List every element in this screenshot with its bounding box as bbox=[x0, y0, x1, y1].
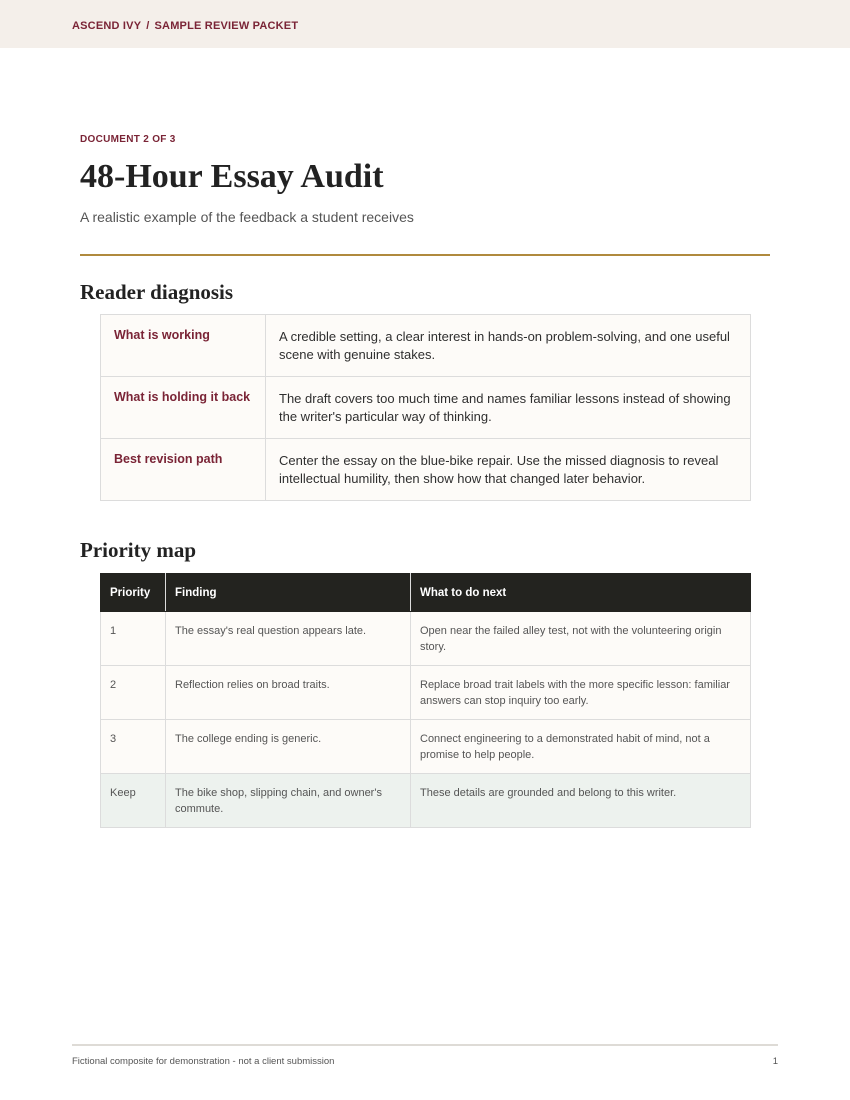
table-header-row bbox=[101, 574, 751, 612]
page-title: 48-Hour Essay Audit bbox=[80, 158, 384, 195]
next-step-cell: Open near the failed alley test, not with the volunteering origin story. bbox=[411, 612, 751, 666]
document-label: DOCUMENT 2 OF 3 bbox=[80, 134, 176, 145]
page-subtitle: A realistic example of the feedback a student receives bbox=[80, 209, 414, 225]
priority-map-table bbox=[100, 573, 751, 828]
priority-cell: 2 bbox=[101, 666, 166, 720]
next-step-cell: These details are grounded and belong to this writer. bbox=[411, 774, 751, 828]
breadcrumb-brand: ASCEND IVY bbox=[72, 20, 142, 32]
breadcrumb-packet: SAMPLE REVIEW PACKET bbox=[154, 20, 299, 32]
footer-divider bbox=[72, 1044, 778, 1046]
priority-map-heading: Priority map bbox=[80, 538, 197, 562]
diagnosis-text: The draft covers too much time and names familiar lessons instead of showing the writer's particular way of thinking. bbox=[266, 377, 751, 439]
next-step-cell: Replace broad trait labels with the more specific lesson: familiar answers can stop inquiry too early. bbox=[411, 666, 751, 720]
diagnosis-label: Best revision path bbox=[101, 439, 266, 501]
column-header-finding: Finding bbox=[166, 574, 411, 612]
finding-cell: The college ending is generic. bbox=[166, 720, 411, 774]
reader-diagnosis-table bbox=[100, 314, 751, 501]
table-row bbox=[101, 666, 751, 720]
page-number: 1 bbox=[772, 1056, 778, 1067]
footer-note: Fictional composite for demonstration - not a client submission bbox=[72, 1056, 335, 1067]
diagnosis-row bbox=[101, 439, 751, 501]
top-bar bbox=[0, 0, 850, 48]
diagnosis-label: What is holding it back bbox=[101, 377, 266, 439]
finding-cell: Reflection relies on broad traits. bbox=[166, 666, 411, 720]
title-divider bbox=[80, 254, 770, 256]
diagnosis-row bbox=[101, 315, 751, 377]
priority-cell: 3 bbox=[101, 720, 166, 774]
diagnosis-text: A credible setting, a clear interest in hands-on problem-solving, and one useful scene with genuine stakes. bbox=[266, 315, 751, 377]
table-row bbox=[101, 720, 751, 774]
table-row bbox=[101, 612, 751, 666]
breadcrumb-separator: / bbox=[146, 20, 150, 32]
diagnosis-label: What is working bbox=[101, 315, 266, 377]
breadcrumb bbox=[72, 20, 298, 32]
column-header-next: What to do next bbox=[411, 574, 751, 612]
finding-cell: The bike shop, slipping chain, and owner's commute. bbox=[166, 774, 411, 828]
diagnosis-text: Center the essay on the blue-bike repair. Use the missed diagnosis to reveal intellectual humility, then show how that changed later behavior. bbox=[266, 439, 751, 501]
priority-cell: 1 bbox=[101, 612, 166, 666]
finding-cell: The essay's real question appears late. bbox=[166, 612, 411, 666]
table-row-keep bbox=[101, 774, 751, 828]
next-step-cell: Connect engineering to a demonstrated habit of mind, not a promise to help people. bbox=[411, 720, 751, 774]
column-header-priority: Priority bbox=[101, 574, 166, 612]
reader-diagnosis-heading: Reader diagnosis bbox=[80, 280, 234, 304]
diagnosis-row bbox=[101, 377, 751, 439]
priority-cell: Keep bbox=[101, 774, 166, 828]
